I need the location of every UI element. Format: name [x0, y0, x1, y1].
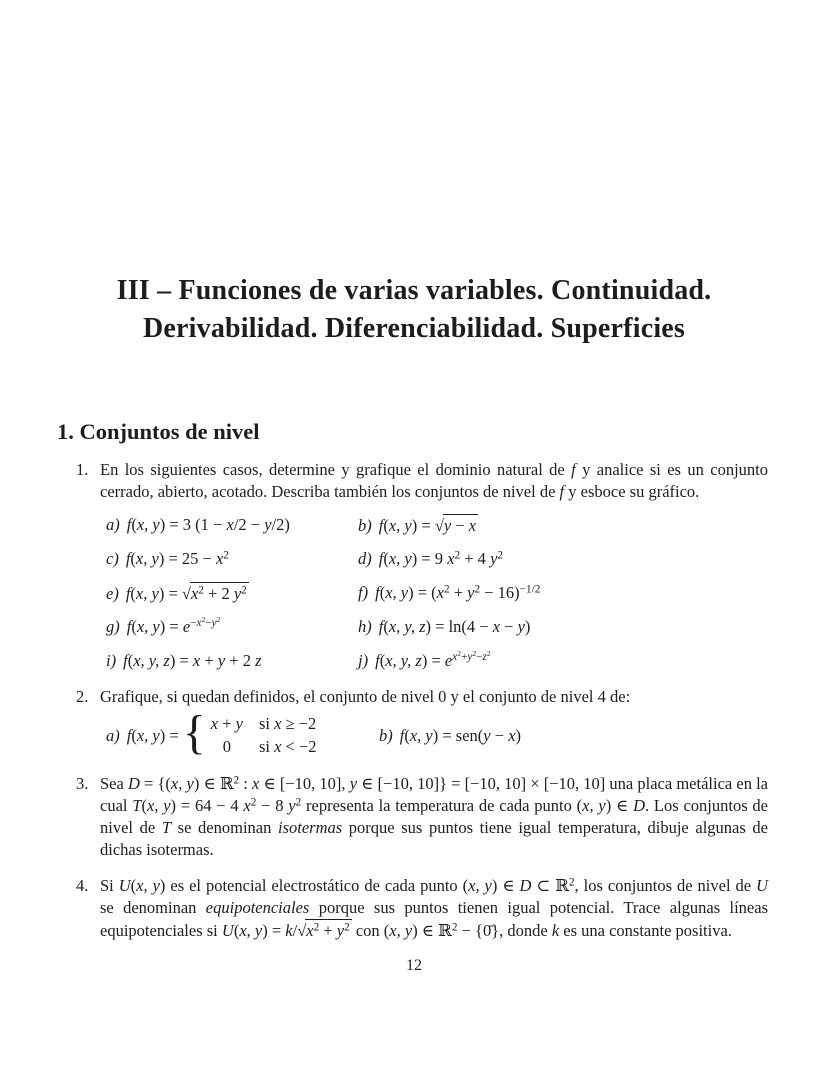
item-1j [358, 650, 768, 672]
item-1f [358, 582, 768, 604]
item-1j-label: j) [358, 651, 369, 670]
item-1c-formula: f(x, $y) = 25 - x^2$ [125, 549, 229, 568]
exercise-2-text: Grafique, si quedan definidos, el conjunto de nivel 0 y el conjunto de nivel 4 de: [100, 687, 631, 706]
exercise-1 [76, 459, 768, 678]
exercise-4-text: Si U(x, y) es el potencial electrostático de cada punto (x, y) ∈ D ⊂ ℝ$^2$, los conjuntos de nivel de U se denominan equipotenciales porque sus puntos tienen igual potencial. Trace algunas líneas equipotenciales si U(x, $y) = k/√x^2 + y^2$ con (x, y) ∈ ℝ$^2$ − {0̄}, donde k es una constante positiva. [100, 875, 768, 940]
item-1g-label: g) [106, 617, 120, 636]
item-2b-formula: f(x, y) = sen(y − x) [399, 725, 522, 745]
piecewise-cases [211, 713, 317, 758]
item-1c-label: c) [106, 549, 119, 568]
chapter-title-line1: III – Funciones de varias variables. Continuidad. [116, 275, 712, 306]
exercise-4 [76, 875, 768, 942]
exercise-1-text: En los siguientes casos, determine y grafique el dominio natural de f y analice si es un conjunto cerrado, abierto, acotado. Describa también los conjuntos de nivel de f y esboce su gráfico. [100, 460, 768, 501]
item-1d-formula: f(x, y) = 9 $x^2 + 4$ $y^2$ [378, 549, 503, 568]
exercise-4-number: 4. [76, 875, 89, 895]
item-1g [106, 616, 358, 638]
item-1j-formula: f(x, y, $z) = e^{x^2+y^2-z^2}$ [375, 649, 491, 670]
section-heading: 1. Conjuntos de nivel [57, 419, 260, 444]
case-1-condition: si x ≥ −2 [258, 714, 317, 734]
exercise-2-body [100, 686, 768, 759]
chapter-title [0, 0, 828, 348]
exercise-3-body [100, 773, 768, 861]
item-1a-formula: f(x, y) = 3 (1 − x/2 − y/2) [126, 515, 290, 534]
exercise-2 [76, 686, 768, 759]
item-1h-label: h) [358, 617, 372, 636]
item-1a-label: a) [106, 515, 120, 534]
item-1b-label: b) [358, 515, 372, 535]
exercise-1-number: 1. [76, 460, 89, 479]
exercise-2-number: 2. [76, 687, 89, 706]
item-2a-label: a) [106, 725, 120, 745]
item-1g-formula: f(x, $y) = e^{-x^2-y^2}$ [126, 615, 221, 636]
item-1h [358, 616, 768, 638]
exercise-3 [76, 773, 768, 861]
exercise-2-items [100, 706, 768, 759]
item-1f-formula: f(x, $y) = (x^2 + y^2 - 16)^{-1/2}$ [375, 583, 541, 602]
case-2-condition: si x < −2 [258, 737, 317, 757]
piecewise-definition [106, 706, 379, 759]
curly-brace: { [182, 706, 206, 759]
exercise-3-number: 3. [76, 773, 89, 793]
item-2a-lhs: f(x, y) = [126, 725, 179, 745]
item-1f-label: f) [358, 583, 369, 602]
item-1b-formula: f(x, y) = √y − x [378, 515, 477, 535]
item-1i-formula: f(x, y, z) = x + y + 2 z [123, 651, 262, 670]
case-2-expression: 0 [222, 737, 231, 757]
exercise-1-items [106, 508, 768, 678]
item-1i-label: i) [106, 651, 117, 670]
item-1a [106, 514, 358, 536]
item-1b [358, 514, 768, 537]
item-1c [106, 548, 358, 570]
case-1-expression: x + y [210, 714, 243, 734]
item-1i [106, 650, 358, 672]
item-2b-label: b) [379, 725, 393, 745]
page-number: 12 [406, 957, 422, 974]
exercise-1-body [100, 459, 768, 678]
item-1e-label: e) [106, 583, 119, 603]
item-1e [106, 582, 358, 605]
exercise-3-text: Sea D = {(x, y) ∈ ℝ$^2$ : x ∈ [−10, 10], y ∈ [−10, 10]} = [−10, 10] × [−10, 10] una placa metálica en la cual T(x, y) = 64 − 4 $x^2 - 8$ $y^2$ representa la temperatura de cada punto (x, y) ∈ D. Los conjuntos de nivel de T se denominan isotermas porque sus puntos tiene igual temperatura, dibuje algunas de dichas isotermas. [100, 773, 768, 859]
item-1d [358, 548, 768, 570]
item-2b [379, 725, 521, 747]
item-1e-formula: f(x, $y) = √x^2 + 2$ $y^2$ [125, 583, 247, 603]
exercise-4-body [100, 875, 768, 942]
item-1d-label: d) [358, 549, 372, 568]
chapter-title-line2: Derivabilidad. Diferenciabilidad. Superficies [142, 313, 686, 344]
item-1h-formula: f(x, y, z) = ln(4 − x − y) [378, 617, 531, 636]
